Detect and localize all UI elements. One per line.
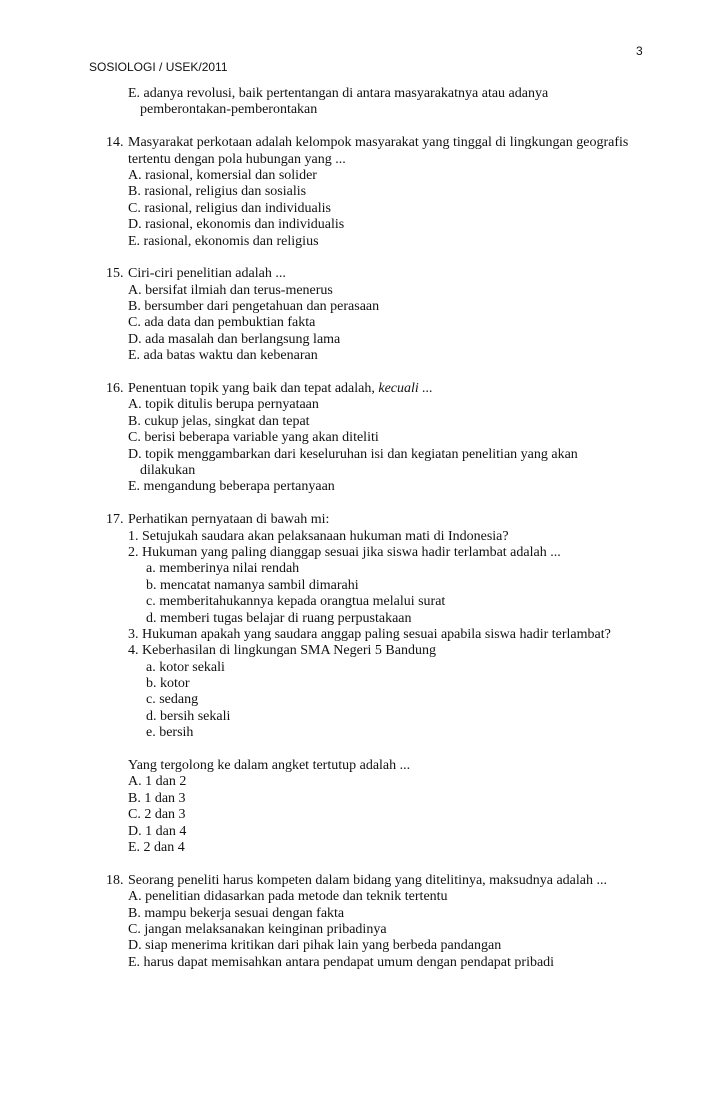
option-c: C. jangan melaksanakan keinginan pribadinya	[128, 921, 387, 937]
option-b: B. mampu bekerja sesuai dengan fakta	[128, 905, 345, 921]
q13-option-e-line2: pemberontakan-pemberontakan	[140, 102, 318, 118]
exam-content	[0, 86, 728, 971]
option-c: C. rasional, religius dan individualis	[128, 200, 331, 216]
q13-option-e-line1: E. adanya revolusi, baik pertentangan di antara masyarakatnya atau adanya	[128, 86, 549, 101]
option-c: C. 2 dan 3	[128, 807, 186, 823]
option-c: C. ada data dan pembuktian fakta	[128, 315, 316, 331]
sub-option: d. bersih sekali	[146, 708, 231, 724]
statement-4: 4. Keberhasilan di lingkungan SMA Negeri 5 Bandung	[128, 643, 436, 659]
statement-3: 3. Hukuman apakah yang saudara anggap paling sesuai apabila siswa hadir terlambat?	[128, 626, 611, 642]
question-stem: Seorang peneliti harus kompeten dalam bidang yang ditelitinya, maksudnya adalah ...	[128, 872, 607, 888]
question-stem: Ciri-ciri penelitian adalah ...	[128, 266, 286, 282]
question-14	[0, 135, 728, 151]
question-number: 18.	[106, 872, 124, 888]
statement-2: 2. Hukuman yang paling dianggap sesuai jika siswa hadir terlambat adalah ...	[128, 544, 561, 560]
question-17-prompt: Yang tergolong ke dalam angket tertutup adalah ...	[128, 758, 411, 774]
running-header: SOSIOLOGI / USEK/2011	[89, 60, 228, 74]
option-d: D. siap menerima kritikan dari pihak lain yang berbeda pandangan	[128, 938, 502, 954]
statement-1: 1. Setujukah saudara akan pelaksanaan hukuman mati di Indonesia?	[128, 528, 509, 544]
sub-option: a. memberinya nilai rendah	[146, 561, 300, 577]
question-stem: Penentuan topik yang baik dan tepat adalah,	[128, 381, 375, 397]
question-17	[0, 512, 728, 528]
option-a: A. rasional, komersial dan solider	[128, 167, 317, 183]
sub-option: c. sedang	[146, 692, 199, 708]
question-16	[0, 381, 728, 397]
page-number: 3	[636, 44, 643, 58]
option-e: E. rasional, ekonomis dan religius	[128, 233, 319, 249]
option-e: E. 2 dan 4	[128, 839, 185, 855]
option-b: B. cukup jelas, singkat dan tepat	[128, 413, 310, 429]
sub-option: b. mencatat namanya sambil dimarahi	[146, 577, 359, 593]
option-a: A. 1 dan 2	[128, 774, 187, 790]
option-d-continued: dilakukan	[140, 462, 196, 478]
sub-option: e. bersih	[146, 725, 194, 741]
question-stem-emphasis: kecuali ...	[378, 381, 433, 397]
question-stem-continued: tertentu dengan pola hubungan yang ...	[128, 151, 346, 167]
option-a: A. penelitian didasarkan pada metode dan teknik tertentu	[128, 889, 448, 905]
option-a: A. topik ditulis berupa pernyataan	[128, 397, 319, 413]
sub-option: a. kotor sekali	[146, 659, 225, 675]
option-c: C. berisi beberapa variable yang akan diteliti	[128, 430, 379, 446]
question-15	[0, 266, 728, 282]
option-e: E. ada batas waktu dan kebenaran	[128, 348, 318, 364]
option-b: B. bersumber dari pengetahuan dan perasaan	[128, 299, 380, 315]
option-a: A. bersifat ilmiah dan terus-menerus	[128, 282, 333, 298]
option-d: D. 1 dan 4	[128, 823, 187, 839]
question-18	[0, 873, 728, 889]
question-number: 16.	[106, 381, 124, 397]
option-d: D. rasional, ekonomis dan individualis	[128, 217, 345, 233]
question-number: 17.	[106, 512, 124, 528]
question-number: 15.	[106, 266, 124, 282]
sub-option: c. memberitahukannya kepada orangtua melalui surat	[146, 594, 446, 610]
option-d: D. topik menggambarkan dari keseluruhan isi dan kegiatan penelitian yang akan	[128, 446, 578, 462]
question-stem: Masyarakat perkotaan adalah kelompok masyarakat yang tinggal di lingkungan geografis	[128, 135, 629, 151]
sub-option: d. memberi tugas belajar di ruang perpustakaan	[146, 610, 412, 626]
option-b: B. 1 dan 3	[128, 790, 186, 806]
option-d: D. ada masalah dan berlangsung lama	[128, 331, 341, 347]
sub-option: b. kotor	[146, 676, 190, 692]
option-e: E. mengandung beberapa pertanyaan	[128, 479, 335, 495]
question-number: 14.	[106, 135, 124, 151]
question-stem: Perhatikan pernyataan di bawah mi:	[128, 512, 330, 528]
option-e: E. harus dapat memisahkan antara pendapat umum dengan pendapat pribadi	[128, 954, 555, 970]
option-b: B. rasional, religius dan sosialis	[128, 184, 307, 200]
